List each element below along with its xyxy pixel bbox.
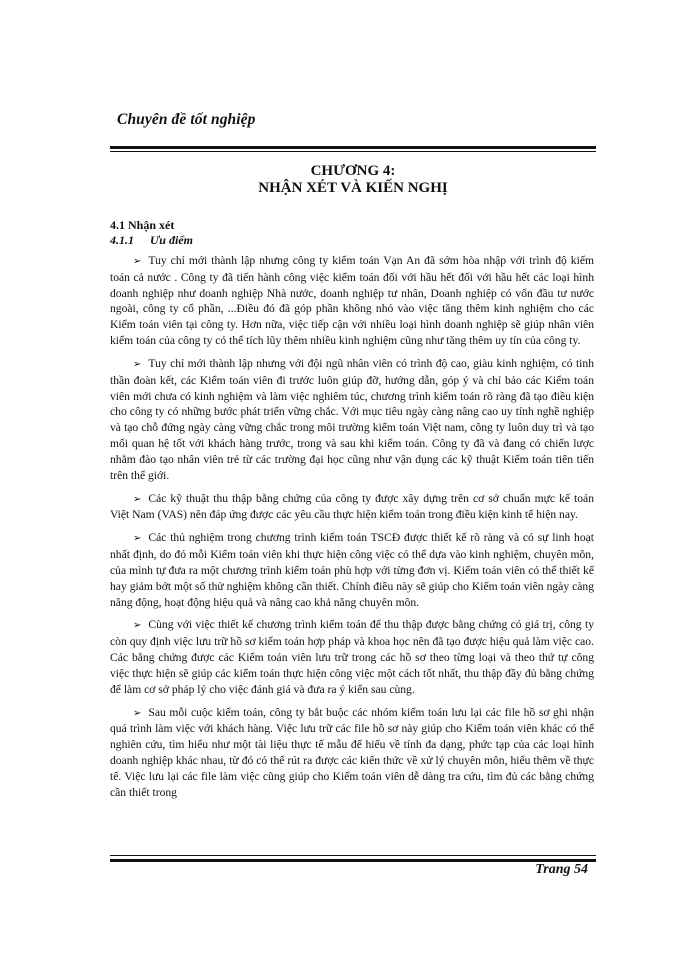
section-heading: 4.1 Nhận xét <box>110 218 175 232</box>
arrow-bullet-icon: ➢ <box>133 358 142 370</box>
footer-rule-thin <box>110 855 596 856</box>
paragraph <box>110 705 594 801</box>
subsection-number: 4.1.1 <box>110 233 134 247</box>
paragraph <box>110 530 594 610</box>
chapter-title: NHẬN XÉT VÀ KIẾN NGHỊ <box>258 180 448 196</box>
subsection-title: Ưu điểm <box>150 233 193 247</box>
paragraph-text: Cùng với việc thiết kế chương trình kiểm toán để thu thập được bằng chứng có giá trị, công ty còn quy định việc lưu trữ hồ sơ kiểm toán hợp pháp và khoa học nên đã tạo được hiệu quả làm việc cao. Các bằng chứng được các Kiểm toán viên lưu trữ trong các hồ sơ theo từng loại và theo thứ tự công việc thực hiện sẽ giúp các kiểm toán thực hiện công việc một cách tốt nhất, thu thập đầy đủ bằng chứng để làm cơ sở pháp lý cho việc đánh giá và đưa ra ý kiến sau cùng. <box>110 618 594 696</box>
chapter-number: CHƯƠNG 4: <box>310 163 396 179</box>
running-header: Chuyên đề tốt nghiệp <box>117 111 256 128</box>
paragraph-text: Sau mỗi cuộc kiểm toán, công ty bắt buộc các nhóm kiểm toán lưu lại các file hồ sơ ghi nhận quá trình làm việc với khách hàng. Việc lưu trữ các file hồ sơ này giúp cho Kiểm toán viên khác có thể nghiên cứu, tìm hiểu như một tài liệu thực tế mẫu để hiểu về tính đa dạng, phức tạp của các loại hình doanh nghiệp khác nhau, từ đó có thể rút ra được các kiến thức về xử lý chuyên môn, hiểu thêm về thực tế. Việc lưu lại các file làm việc cũng giúp cho Kiểm toán viên dễ dàng tra cứu, tìm đủ các bằng chứng cần thiết trong <box>110 705 594 799</box>
arrow-bullet-icon: ➢ <box>133 707 142 719</box>
footer-rule-thick <box>110 859 596 862</box>
paragraph-text: Các thủ nghiệm trong chương trình kiểm toán TSCĐ được thiết kế rõ ràng và có sự linh hoạt nhất định, do đó mỗi Kiểm toán viên khi thực hiện công việc có thể dựa vào kinh nghiệm, chuyên môn, của mình tự đưa ra một chương trình kiểm toán phù hợp với từng đơn vị. Kiểm toán viên có thể thiết kế hay giảm bớt một số thử nghiệm không cần thiết. Chính điều này sẽ giúp cho Kiểm toán viên ngày càng năng động, hoạt động hiệu quả và nâng cao khả năng chuyên môn. <box>110 531 594 609</box>
paragraph <box>110 617 594 697</box>
header-rule-thick <box>110 146 596 149</box>
arrow-bullet-icon: ➢ <box>133 533 142 545</box>
subsection-heading <box>110 233 193 248</box>
body-text <box>110 253 594 808</box>
header-rule-thin <box>110 151 596 152</box>
page-number: Trang 54 <box>535 862 588 877</box>
arrow-bullet-icon: ➢ <box>133 256 142 267</box>
arrow-bullet-icon: ➢ <box>133 493 142 505</box>
paragraph <box>110 253 594 349</box>
paragraph-text: Tuy chỉ mới thành lập nhưng với đội ngũ nhân viên có trình độ cao, giàu kinh nghiệm, có tinh thần đoàn kết, các Kiểm toán viên đi trước luôn giúp đỡ, hướng dẫn, góp ý và chỉ bảo các Kiểm toán viên mới chưa có kinh nghiệm và làm việc nghiêm túc, chương trình kiểm toán rõ ràng đã tạo điều kiện cho công ty có những bước phát triển vững chắc. Với mục tiêu ngày càng nâng cao uy tính nghề nghiệp và tạo chỗ đứng ngày càng vững chắc trong môi trường kiểm toán Việt nam, công ty luôn duy trì và tạo mối quan hệ tốt với khách hàng trước, trong và sau khi kiểm toán. Công ty đã và đang có chiến lược nhằm đào tạo nhân viên trẻ từ các trường đại học cũng như vận dụng các kỹ thuật Kiểm toán tiên tiến trên thế giới. <box>110 356 594 482</box>
paragraph <box>110 356 594 483</box>
arrow-bullet-icon: ➢ <box>133 620 142 632</box>
paragraph-text: Tuy chỉ mới thành lập nhưng công ty kiểm toán Vạn An đã sớm hòa nhập với trình độ kiểm toán cả nước . Công ty đã tiến hành công việc kiểm toán đối với hầu hết đối với hầu hết các loại hình doanh nghiệp như doanh nghiệp Nhà nước, doanh nghiệp tư nhân, Doanh nghiệp có vốn đầu tư nước ngoài, công ty cổ phần, ...Điều đó đã góp phần không nhỏ vào việc tăng thêm kinh nghiệm cho các Kiểm toán viên tại công ty. Hơn nữa, việc tiếp cận với nhiều loại hình doanh nghiệp sẽ giúp nhân viên kiểm toán của công ty có thể tích lũy thêm nhiều kinh nghiệm cũng như tăng thêm uy tín của công ty. <box>110 254 594 347</box>
paragraph <box>110 491 594 524</box>
paragraph-text: Các kỹ thuật thu thập bằng chứng của công ty được xây dựng trên cơ sở chuẩn mực kế toán Việt Nam (VAS) nên đáp ứng được các yêu cầu thực hiện kiểm toán trong điều kiện kinh tế hiện nay. <box>110 491 594 522</box>
